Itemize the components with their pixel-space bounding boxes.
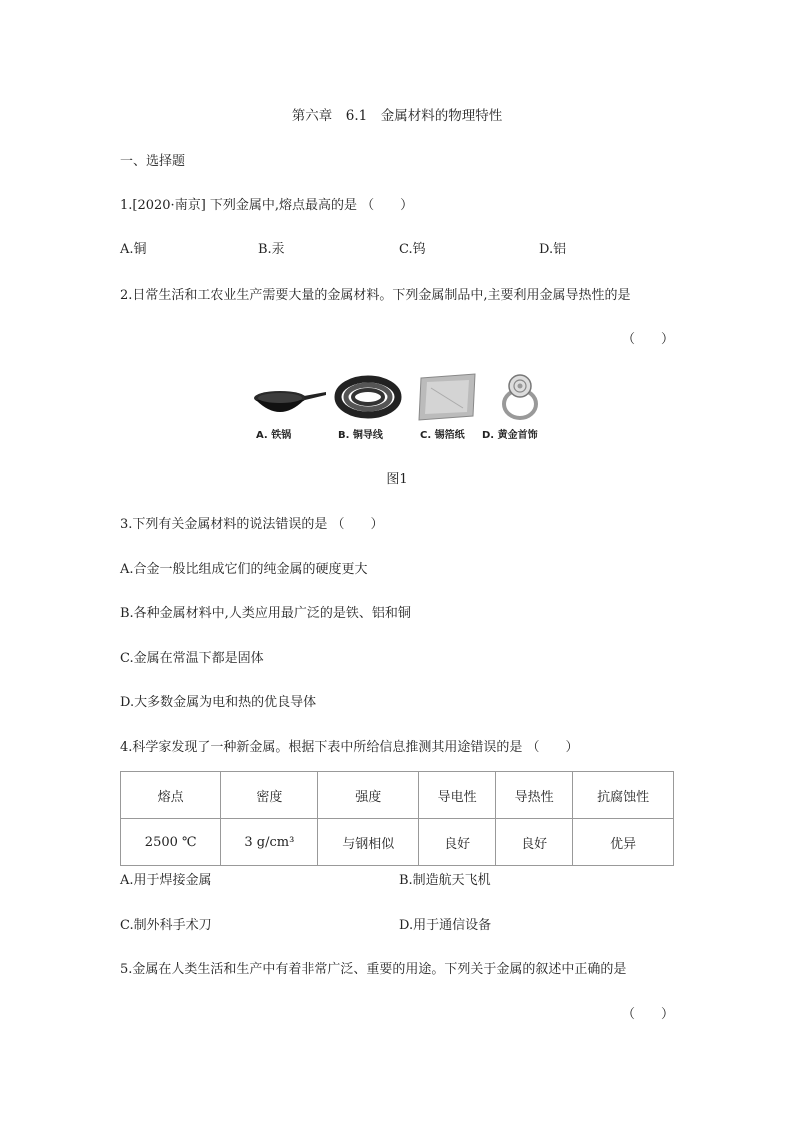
- table-header-cell: 导热性: [496, 772, 573, 819]
- figure-1: [250, 372, 550, 442]
- table-header-row: [121, 772, 674, 819]
- question-5-answer-paren: （ ）: [621, 1007, 674, 1022]
- figure-label-d: D. 黄金首饰: [482, 430, 538, 441]
- figure-label-b: B. 铜导线: [338, 430, 383, 441]
- table-header-cell: 抗腐蚀性: [573, 772, 674, 819]
- question-3-option-c: C.金属在常温下都是固体: [120, 651, 264, 666]
- figure-caption: 图1: [386, 472, 408, 487]
- wok-icon: [250, 372, 330, 422]
- question-4-option-c: C.制外科手术刀: [120, 918, 212, 933]
- question-1-option-d: D.铝: [539, 242, 567, 257]
- tin-foil-icon: [413, 372, 483, 422]
- question-3-stem: 3.下列有关金属材料的说法错误的是 （ ）: [120, 517, 384, 532]
- question-3-option-d: D.大多数金属为电和热的优良导体: [120, 695, 317, 710]
- question-4-option-d: D.用于通信设备: [399, 918, 492, 933]
- question-2-stem: 2.日常生活和工农业生产需要大量的金属材料。下列金属制品中,主要利用金属导热性的是: [120, 288, 631, 303]
- question-3-option-a: A.合金一般比组成它们的纯金属的硬度更大: [120, 562, 368, 577]
- section-heading: 一、选择题: [120, 154, 186, 169]
- table-row: [121, 819, 674, 866]
- table-header-cell: 密度: [221, 772, 318, 819]
- figure-label-a: A. 铁锅: [256, 430, 292, 441]
- table-header-cell: 强度: [318, 772, 419, 819]
- figure-label-c: C. 锡箔纸: [420, 430, 465, 441]
- question-1-option-c: C.钨: [399, 242, 426, 257]
- table-cell: 3 g/cm³: [221, 819, 318, 866]
- table-cell: 良好: [496, 819, 573, 866]
- question-4-option-b: B.制造航天飞机: [399, 873, 491, 888]
- question-1-option-b: B.汞: [258, 242, 285, 257]
- figure-item-d: [480, 372, 560, 441]
- table-header-cell: 熔点: [121, 772, 221, 819]
- question-1-option-a: A.铜: [120, 242, 147, 257]
- figure-item-b: [328, 372, 408, 441]
- copper-wire-icon: [333, 372, 403, 422]
- gold-ring-icon: [490, 372, 550, 422]
- question-2-answer-paren: （ ）: [621, 332, 674, 347]
- table-cell: 2500 ℃: [121, 819, 221, 866]
- figure-item-a: [250, 372, 330, 441]
- figure-item-c: [408, 372, 488, 441]
- table-cell: 良好: [419, 819, 496, 866]
- table-header-cell: 导电性: [419, 772, 496, 819]
- table-cell: 优异: [573, 819, 674, 866]
- question-5-stem: 5.金属在人类生活和生产中有着非常广泛、重要的用途。下列关于金属的叙述中正确的是: [120, 962, 627, 977]
- question-4-option-a: A.用于焊接金属: [120, 873, 212, 888]
- page-title: 第六章 6.1 金属材料的物理特性: [291, 108, 503, 124]
- table-cell: 与钢相似: [318, 819, 419, 866]
- question-3-option-b: B.各种金属材料中,人类应用最广泛的是铁、铝和铜: [120, 606, 411, 621]
- metal-properties-table: [120, 771, 674, 866]
- question-4-stem: 4.科学家发现了一种新金属。根据下表中所给信息推测其用途错误的是 （ ）: [120, 740, 579, 755]
- question-1-stem: 1.[2020·南京] 下列金属中,熔点最高的是 （ ）: [120, 198, 414, 213]
